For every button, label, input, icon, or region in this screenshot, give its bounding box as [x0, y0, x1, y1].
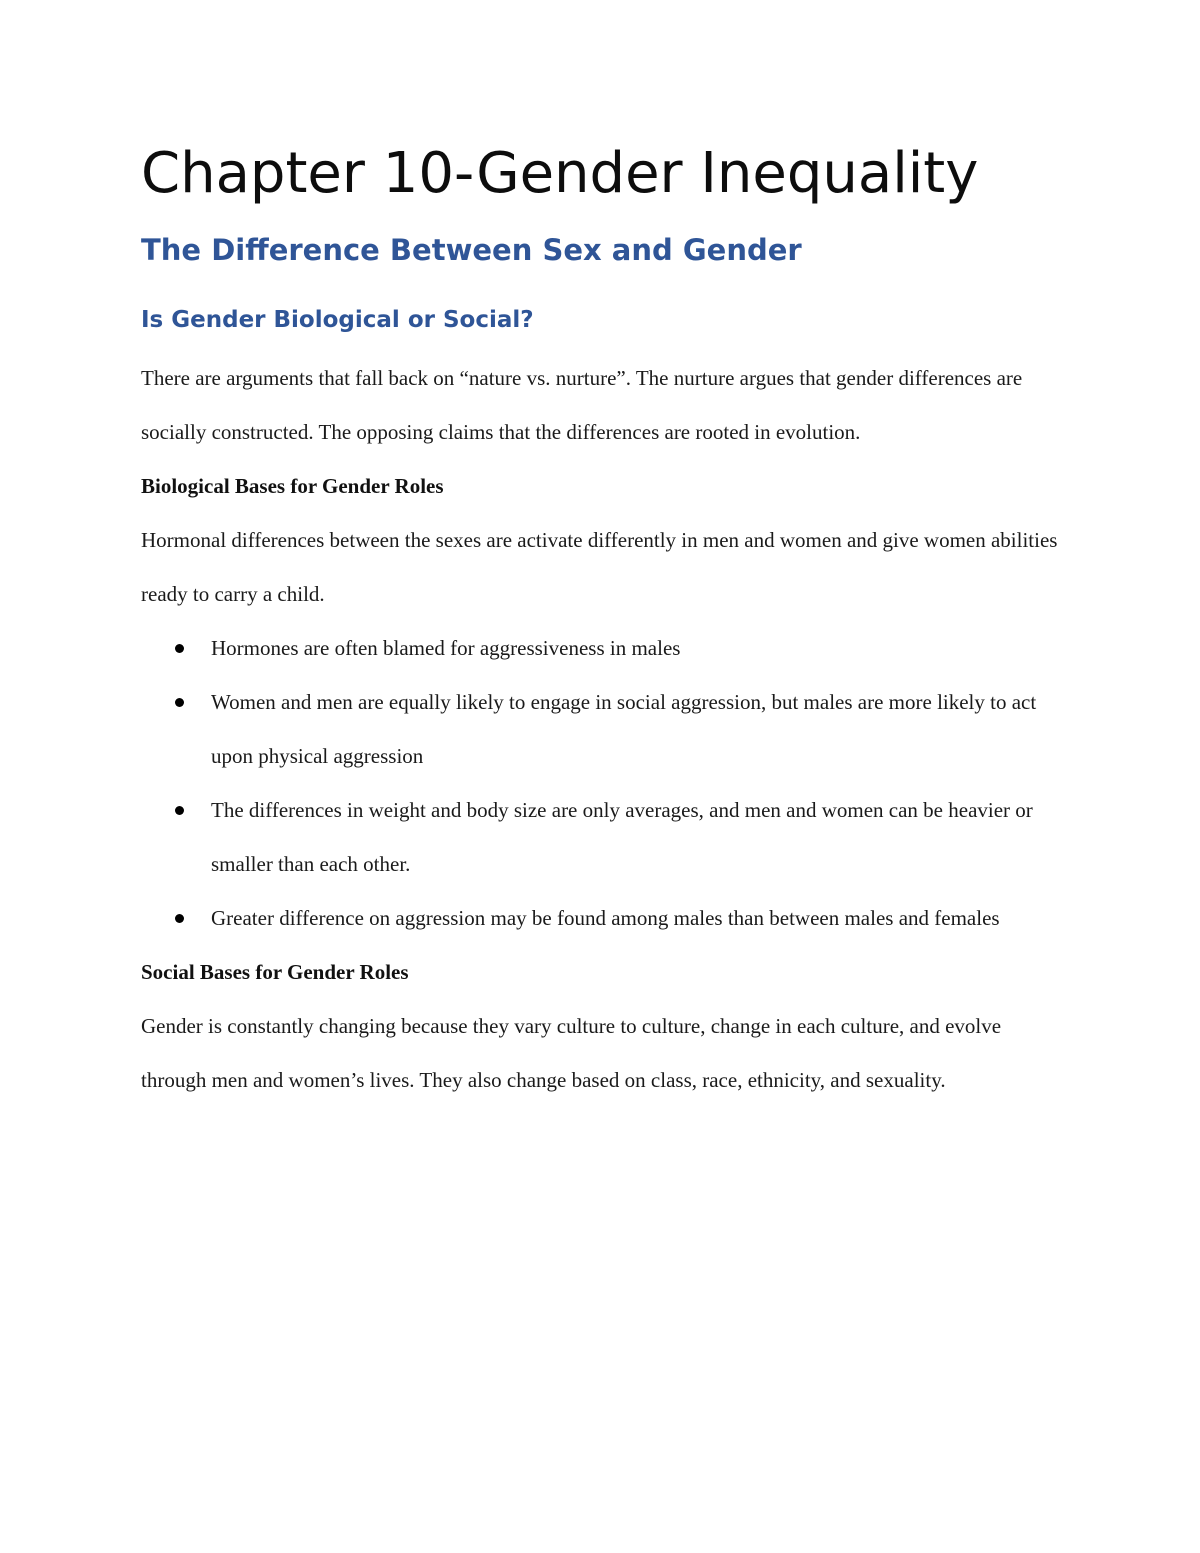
paragraph-social: Gender is constantly changing because they vary culture to culture, change in each culture, and evolve through men and women’s lives. They also change based on class, race, ethnicity, and sexuality.: [141, 1014, 1002, 1092]
list-item-text: The differences in weight and body size are only averages, and men and women can be heavier or smaller than each other.: [211, 798, 1033, 876]
list-item-text: Hormones are often blamed for aggressiveness in males: [211, 636, 681, 660]
heading-social-bases: Social Bases for Gender Roles: [141, 960, 409, 984]
heading-sex-vs-gender: The Difference Between Sex and Gender: [141, 233, 802, 267]
list-item-text: Greater difference on aggression may be found among males than between males and females: [211, 906, 1000, 930]
document-body: [141, 136, 1061, 1107]
paragraph-hormonal: Hormonal differences between the sexes are activate differently in men and women and give women abilities ready to carry a child.: [141, 528, 1058, 606]
bullet-icon: [175, 698, 184, 707]
paragraph-nature-nurture: There are arguments that fall back on “nature vs. nurture”. The nurture argues that gender differences are socially constructed. The opposing claims that the differences are rooted in evolution.: [141, 366, 1023, 444]
document-title: Chapter 10-Gender Inequality: [141, 141, 979, 206]
heading-biological-or-social: Is Gender Biological or Social?: [141, 307, 534, 333]
list-item: [141, 621, 1061, 675]
heading-biological-bases: Biological Bases for Gender Roles: [141, 474, 444, 498]
list-item: [141, 891, 1061, 945]
bullet-icon: [175, 644, 184, 653]
bullet-icon: [175, 914, 184, 923]
list-item: [141, 675, 1061, 783]
list-item-text: Women and men are equally likely to engage in social aggression, but males are more likely to act upon physical aggression: [211, 690, 1037, 768]
bullet-icon: [175, 806, 184, 815]
list-item: [141, 783, 1061, 891]
bullet-list: [141, 621, 1061, 945]
